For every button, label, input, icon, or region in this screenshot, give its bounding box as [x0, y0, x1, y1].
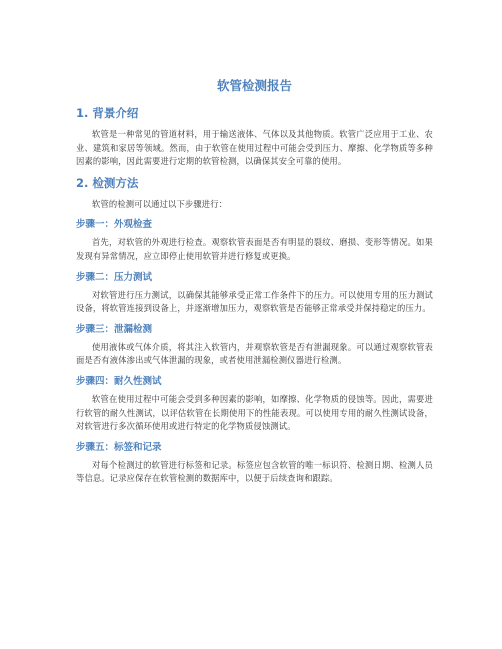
step-2-text: 对软管进行压力测试，以确保其能够承受正常工作条件下的压力。可以使用专用的压力测试设备，将软管连接到设备上，并逐渐增加压力，观察软管是否能够正常承受并保持稳定的压力。 [76, 289, 433, 314]
step-3 [76, 323, 433, 368]
step-4-heading: 步骤四：耐久性测试 [76, 375, 162, 387]
step-1-text: 首先，对软管的外观进行检查。观察软管表面是否有明显的裂纹、磨损、变形等情况。如果发现有异常情况，应立即停止使用软管并进行修复或更换。 [76, 237, 433, 261]
section-methods [76, 176, 433, 486]
background-paragraph: 软管是一种常见的管道材料，用于输送液体、气体以及其他物质。软管广泛应用于工业、农业、建筑和家居等领域。然而，由于软管在使用过程中可能会受到压力、摩擦、化学物质等多种因素的影响，因此需要进行定期的软管检测，以确保其安全可靠的使用。 [76, 129, 433, 167]
document-title: 软管检测报告 [216, 78, 292, 93]
step-5 [76, 441, 433, 486]
section-heading-methods: 2. 检测方法 [76, 175, 139, 190]
section-heading-background: 1. 背景介绍 [76, 106, 139, 120]
step-4-text: 软管在使用过程中可能会受到多种因素的影响，如摩擦、化学物质的侵蚀等。因此，需要进行软管的耐久性测试，以评估软管在长期使用下的性能表现。可以使用专用的耐久性测试设备，对软管进行多次循环使用或进行特定的化学物质侵蚀测试。 [76, 393, 433, 432]
step-5-heading: 步骤五：标签和记录 [76, 441, 162, 453]
section-background [76, 106, 433, 169]
step-5-text: 对每个检测过的软管进行标签和记录。标签应包含软管的唯一标识符、检测日期、检测人员等信息。记录应保存在软管检测的数据库中，以便于后续查询和跟踪。 [76, 459, 433, 484]
step-4 [76, 375, 433, 434]
step-1-heading: 步骤一：外观检查 [76, 219, 153, 231]
document-page [76, 78, 433, 493]
step-3-text: 使用液体或气体介质，将其注入软管内，并观察软管是否有泄漏现象。可以通过观察软管表面是否有液体渗出或气体泄漏的现象，或者使用泄漏检测仪器进行检测。 [76, 341, 433, 366]
step-2-heading: 步骤二：压力测试 [76, 271, 153, 283]
step-2 [76, 271, 433, 316]
methods-intro-paragraph: 软管的检测可以通过以下步骤进行： [92, 198, 228, 209]
step-1 [76, 218, 433, 263]
step-3-heading: 步骤三：泄漏检测 [76, 323, 153, 335]
